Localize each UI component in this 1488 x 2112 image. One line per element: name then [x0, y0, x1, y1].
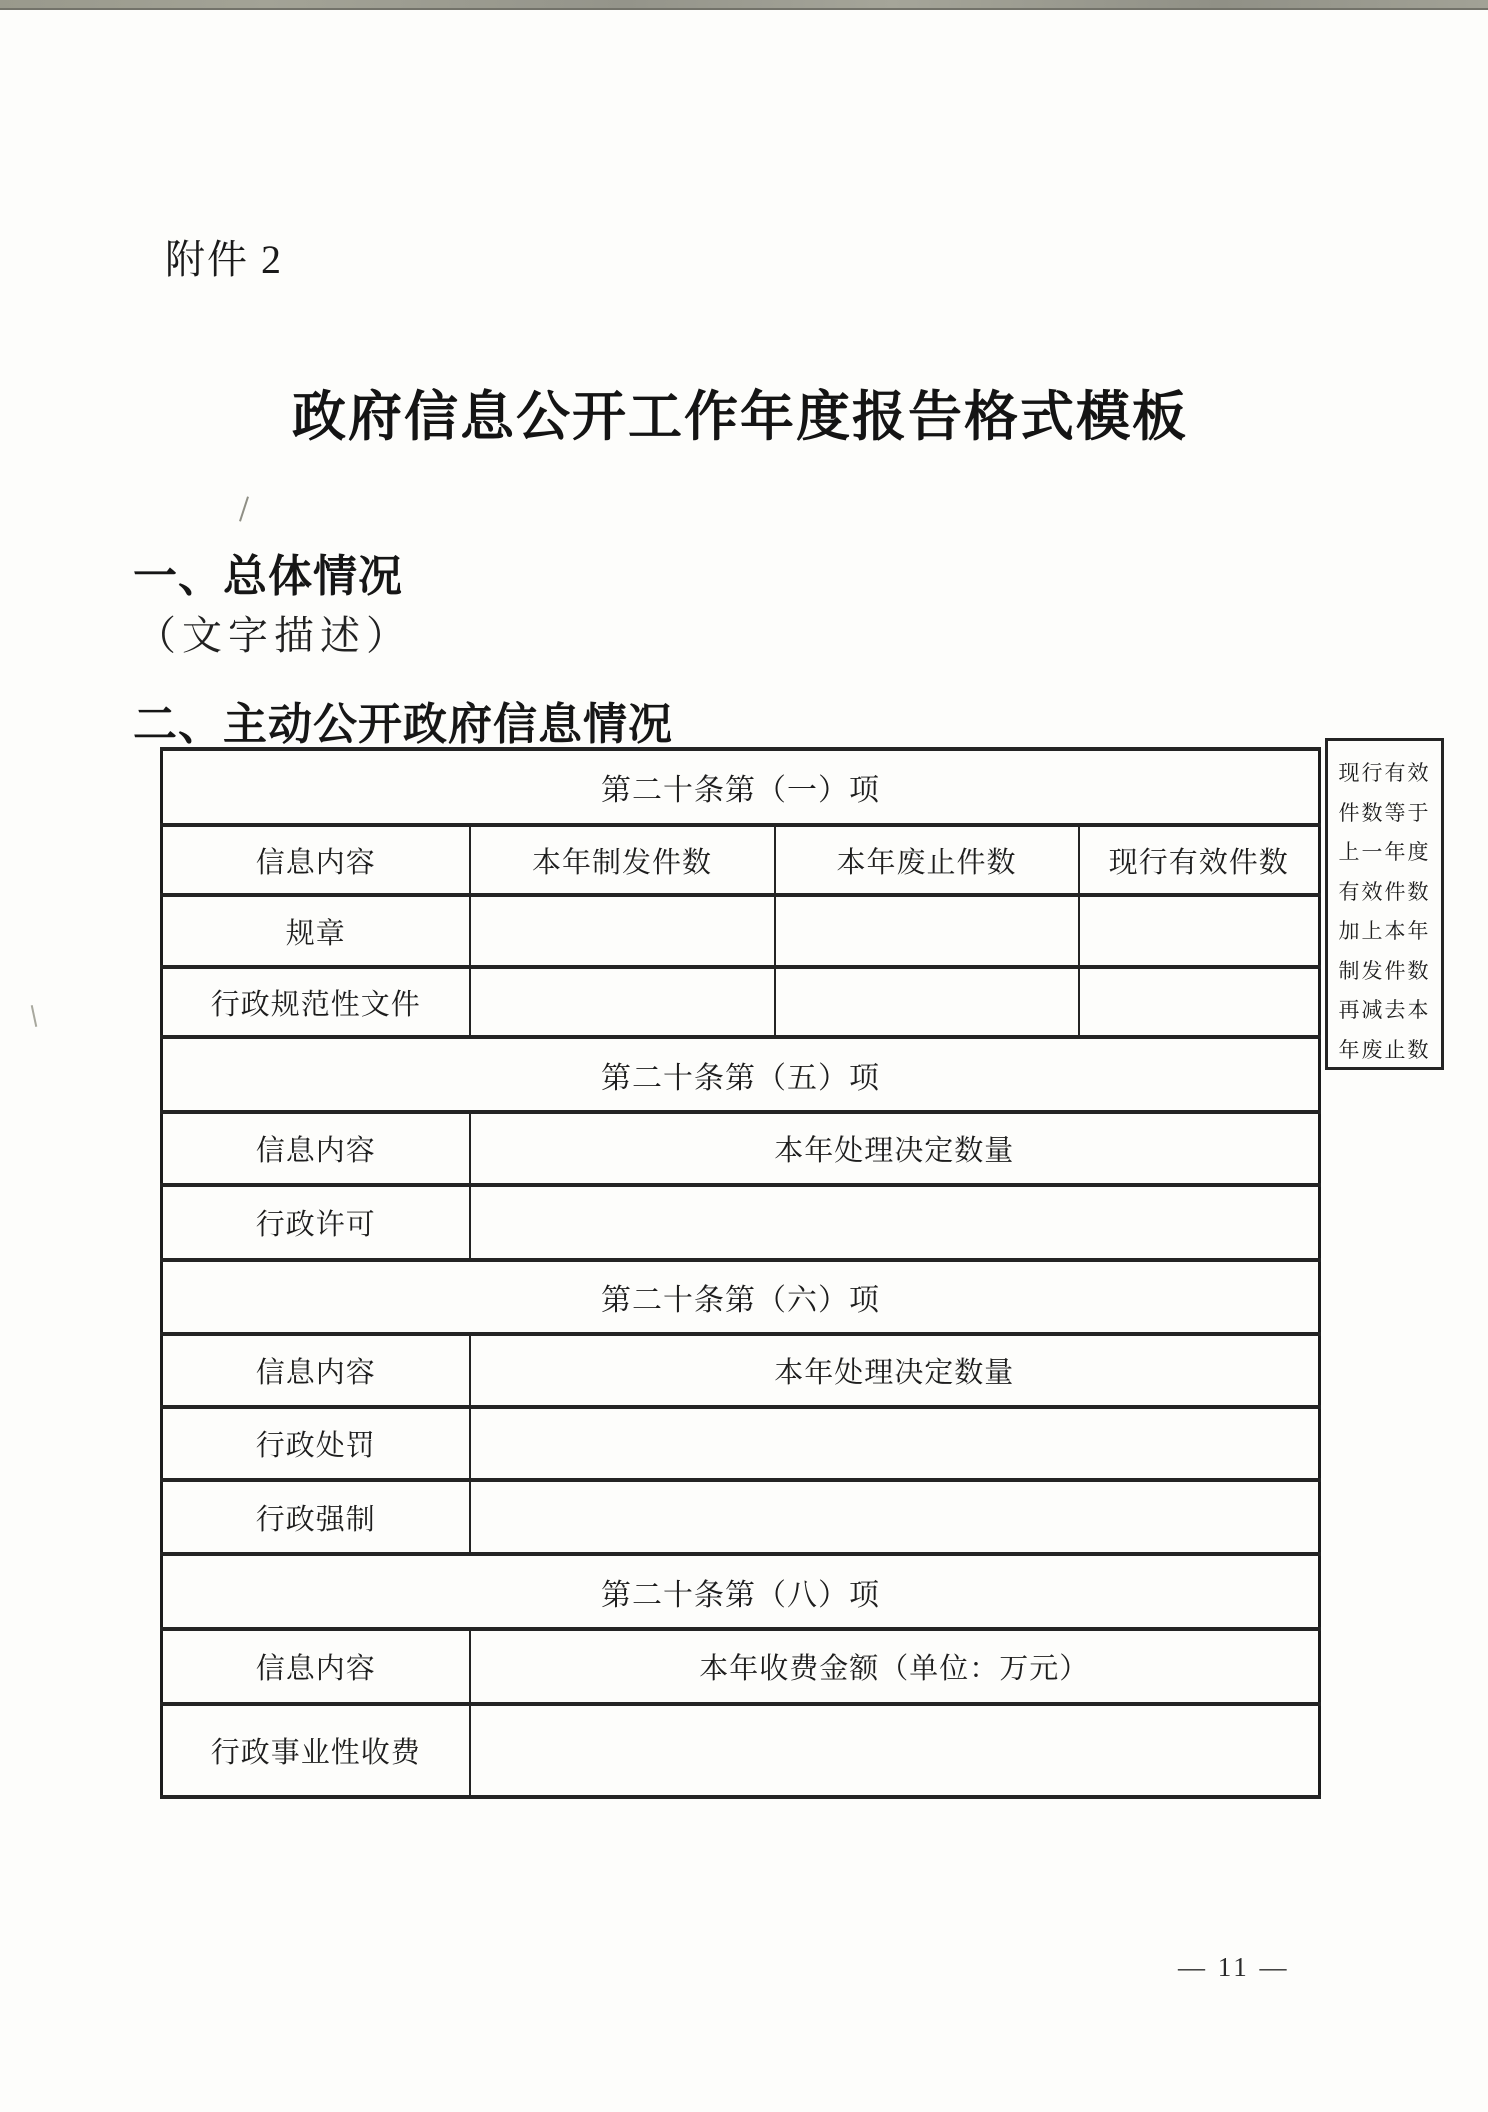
table-header-cell: 本年废止件数: [775, 825, 1079, 895]
margin-note-line: 件数等于: [1338, 800, 1431, 825]
table-row: [162, 1037, 1320, 1112]
table-row: [162, 895, 1320, 967]
table-header-cell: 现行有效件数: [1079, 825, 1320, 895]
table-header-cell: 信息内容: [162, 1334, 470, 1407]
table-header-cell: 信息内容: [162, 1629, 470, 1704]
margin-note-line: 有效件数: [1338, 879, 1431, 904]
table-empty-cell: [470, 1185, 1320, 1260]
table-empty-cell: [1079, 895, 1320, 967]
table-empty-cell: [470, 895, 775, 967]
scan-artifact-band: [0, 0, 1488, 10]
section-heading-proactive-disclosure: 二、主动公开政府信息情况: [133, 700, 673, 749]
table-header-cell: 本年处理决定数量: [470, 1112, 1320, 1185]
margin-note-line: 再减去本: [1338, 998, 1431, 1022]
table-row: [162, 1629, 1320, 1704]
table-row: [162, 1112, 1320, 1185]
table-section-header-cell: 第二十条第（五）项: [162, 1037, 1320, 1112]
table-row: [162, 1554, 1320, 1629]
margin-note-box: [1325, 738, 1444, 1070]
table-row: [162, 1260, 1320, 1334]
table-row: [162, 1407, 1320, 1480]
table-empty-cell: [1079, 967, 1320, 1037]
table-empty-cell: [470, 1480, 1320, 1554]
table-section-header-cell: 第二十条第（八）项: [162, 1554, 1320, 1629]
table-row: [162, 825, 1320, 895]
scan-speck: [31, 1005, 38, 1027]
text-description-placeholder: （文字描述）: [136, 613, 412, 658]
table-empty-cell: [470, 1407, 1320, 1480]
table-label-cell: 行政许可: [162, 1185, 470, 1260]
table-header-cell: 本年处理决定数量: [470, 1334, 1320, 1407]
table-empty-cell: [470, 1704, 1320, 1797]
table-label-cell: 行政规范性文件: [162, 967, 470, 1037]
table-row: [162, 967, 1320, 1037]
margin-note-line: 制发件数: [1338, 958, 1431, 983]
margin-note-line: 年废止数: [1338, 1037, 1431, 1062]
table-row: [162, 1185, 1320, 1260]
table-empty-cell: [470, 967, 775, 1037]
table-header-cell: 信息内容: [162, 825, 470, 895]
table-empty-cell: [775, 967, 1079, 1037]
table-label-cell: 行政处罚: [162, 1407, 470, 1480]
page-number: — 11 —: [1178, 1952, 1290, 1982]
table-empty-cell: [775, 895, 1079, 967]
table-label-cell: 行政事业性收费: [162, 1704, 470, 1797]
table-header-cell: 本年制发件数: [470, 825, 775, 895]
margin-note-line: 加上本年: [1338, 919, 1431, 943]
table-row: [162, 1480, 1320, 1554]
table-label-cell: 规章: [162, 895, 470, 967]
table-section-header-cell: 第二十条第（一）项: [162, 749, 1320, 825]
scan-speck: [239, 496, 249, 521]
table-header-cell: 信息内容: [162, 1112, 470, 1185]
report-table-body: [162, 749, 1320, 1797]
table-label-cell: 行政强制: [162, 1480, 470, 1554]
table-section-header-cell: 第二十条第（六）项: [162, 1260, 1320, 1334]
table-row: [162, 1704, 1320, 1797]
disclosure-report-table: [160, 747, 1321, 1799]
table-header-cell: 本年收费金额（单位：万元）: [470, 1629, 1320, 1704]
section-heading-overall: 一、总体情况: [133, 552, 403, 601]
document-title: 政府信息公开工作年度报告格式模板: [292, 387, 1188, 447]
table-row: [162, 1334, 1320, 1407]
attachment-label: 附件 2: [165, 237, 283, 282]
margin-note-line: 上一年度: [1338, 840, 1431, 864]
table-row: [162, 749, 1320, 825]
margin-note-line: 现行有效: [1338, 761, 1431, 785]
